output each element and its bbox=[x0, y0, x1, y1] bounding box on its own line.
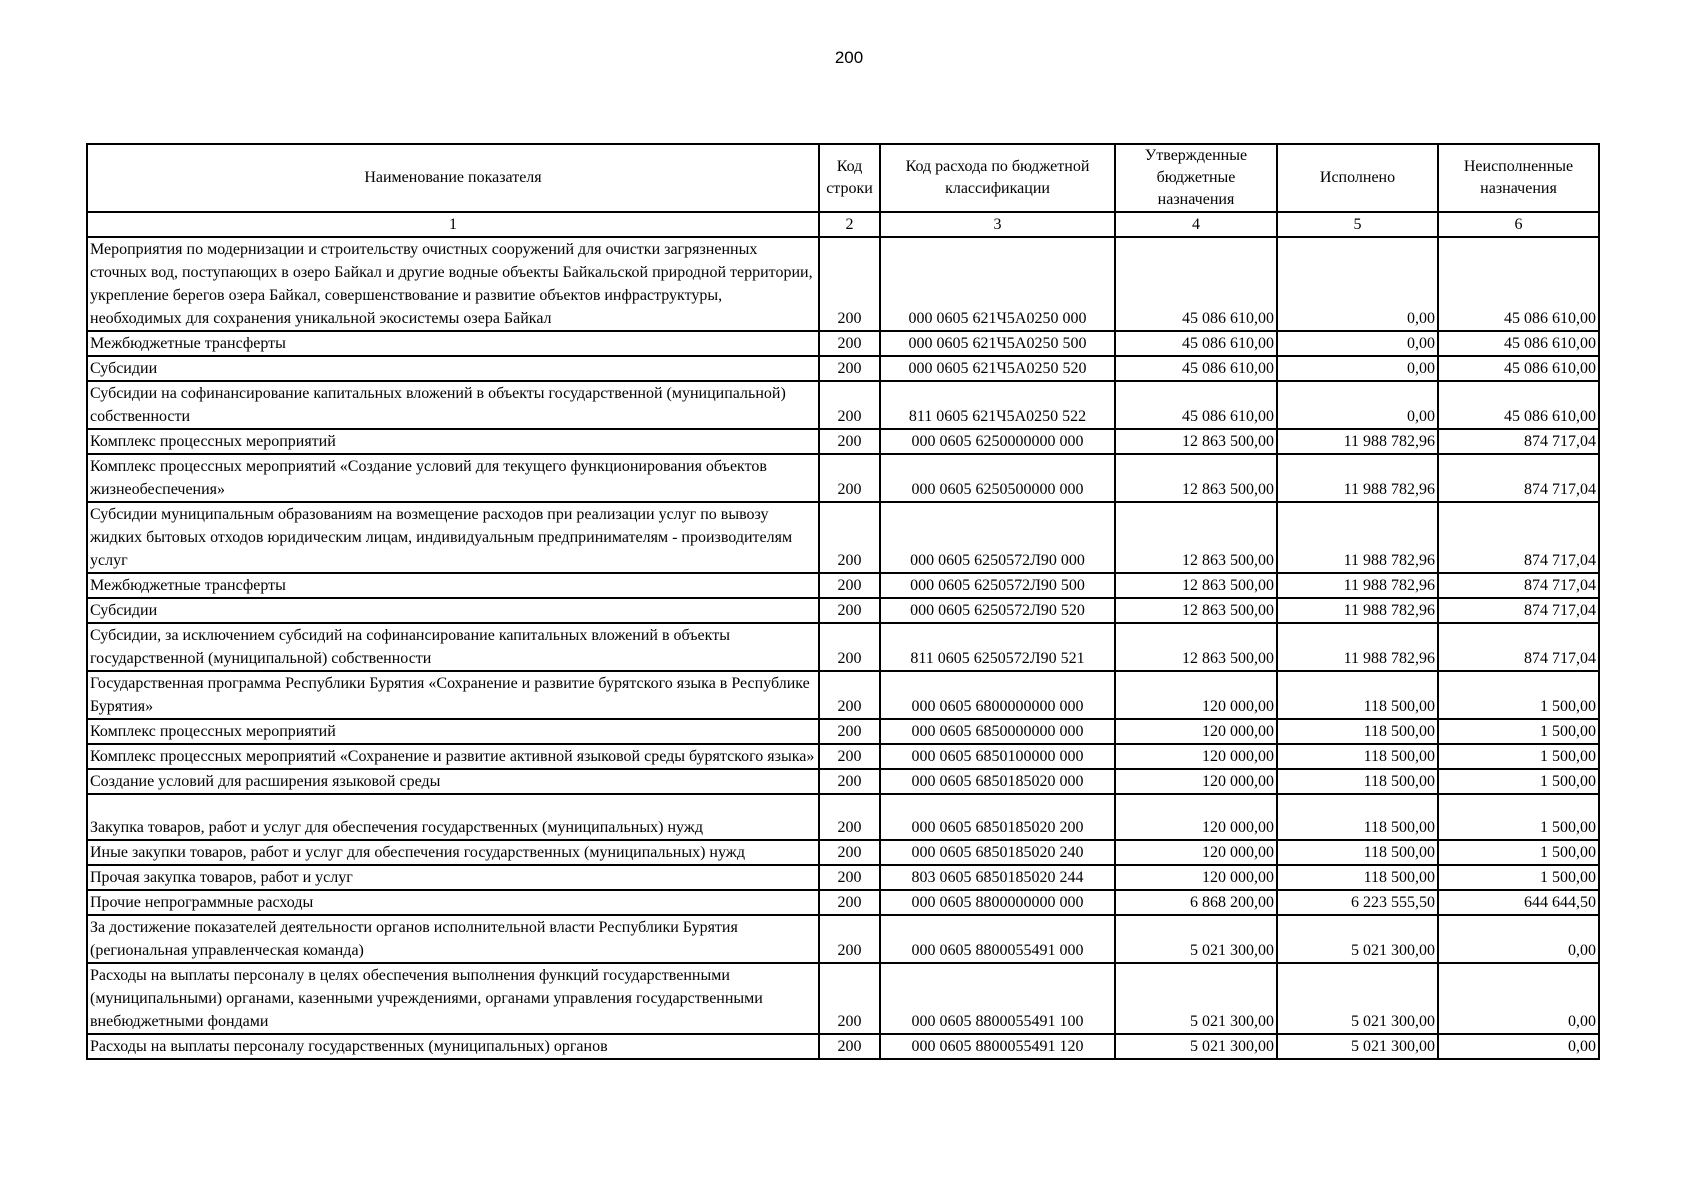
row-executed: 118 500,00 bbox=[1277, 769, 1438, 794]
row-name: За достижение показателей деятельности органов исполнительной власти Республики Бурятия (региональная управленческая команда) bbox=[87, 915, 819, 963]
row-approved: 12 863 500,00 bbox=[1115, 429, 1277, 454]
row-unexecuted: 0,00 bbox=[1438, 1034, 1599, 1059]
table-row bbox=[87, 963, 1599, 1034]
table-row bbox=[87, 502, 1599, 573]
row-classification: 000 0605 6850100000 000 bbox=[880, 744, 1115, 769]
row-unexecuted: 874 717,04 bbox=[1438, 454, 1599, 502]
row-name: Комплекс процессных мероприятий «Сохранение и развитие активной языковой среды бурятского языка» bbox=[87, 744, 819, 769]
row-name: Закупка товаров, работ и услуг для обеспечения государственных (муниципальных) нужд bbox=[87, 794, 819, 840]
row-name: Субсидии bbox=[87, 356, 819, 381]
column-number-row bbox=[87, 212, 1599, 237]
row-unexecuted: 1 500,00 bbox=[1438, 744, 1599, 769]
row-approved: 5 021 300,00 bbox=[1115, 1034, 1277, 1059]
table-row bbox=[87, 769, 1599, 794]
table-row bbox=[87, 890, 1599, 915]
row-code: 200 bbox=[819, 719, 880, 744]
row-approved: 6 868 200,00 bbox=[1115, 890, 1277, 915]
row-unexecuted: 874 717,04 bbox=[1438, 429, 1599, 454]
row-executed: 0,00 bbox=[1277, 237, 1438, 331]
row-executed: 0,00 bbox=[1277, 381, 1438, 429]
table-row bbox=[87, 573, 1599, 598]
row-classification: 811 0605 6250572Л90 521 bbox=[880, 623, 1115, 671]
row-executed: 6 223 555,50 bbox=[1277, 890, 1438, 915]
row-name: Государственная программа Республики Бурятия «Сохранение и развитие бурятского языка в Республике Бурятия» bbox=[87, 671, 819, 719]
table-row bbox=[87, 237, 1599, 331]
row-executed: 11 988 782,96 bbox=[1277, 573, 1438, 598]
row-name: Комплекс процессных мероприятий bbox=[87, 429, 819, 454]
table-row bbox=[87, 331, 1599, 356]
row-unexecuted: 874 717,04 bbox=[1438, 623, 1599, 671]
row-name: Комплекс процессных мероприятий «Создание условий для текущего функционирования объектов жизнеобеспечения» bbox=[87, 454, 819, 502]
table-row bbox=[87, 356, 1599, 381]
row-unexecuted: 1 500,00 bbox=[1438, 671, 1599, 719]
table-row bbox=[87, 719, 1599, 744]
row-code: 200 bbox=[819, 331, 880, 356]
row-classification: 000 0605 6250572Л90 520 bbox=[880, 598, 1115, 623]
row-executed: 11 988 782,96 bbox=[1277, 454, 1438, 502]
row-code: 200 bbox=[819, 890, 880, 915]
row-classification: 000 0605 6850185020 000 bbox=[880, 769, 1115, 794]
column-number: 5 bbox=[1277, 212, 1438, 237]
row-code: 200 bbox=[819, 1034, 880, 1059]
row-unexecuted: 1 500,00 bbox=[1438, 865, 1599, 890]
row-approved: 45 086 610,00 bbox=[1115, 331, 1277, 356]
row-approved: 45 086 610,00 bbox=[1115, 356, 1277, 381]
row-approved: 120 000,00 bbox=[1115, 671, 1277, 719]
row-approved: 45 086 610,00 bbox=[1115, 237, 1277, 331]
row-name: Иные закупки товаров, работ и услуг для обеспечения государственных (муниципальных) нужд bbox=[87, 840, 819, 865]
row-code: 200 bbox=[819, 865, 880, 890]
row-name: Межбюджетные трансферты bbox=[87, 331, 819, 356]
row-name: Создание условий для расширения языковой среды bbox=[87, 769, 819, 794]
row-approved: 120 000,00 bbox=[1115, 840, 1277, 865]
row-name: Субсидии на софинансирование капитальных вложений в объекты государственной (муниципальной) собственности bbox=[87, 381, 819, 429]
row-executed: 0,00 bbox=[1277, 331, 1438, 356]
row-code: 200 bbox=[819, 794, 880, 840]
row-classification: 000 0605 6850000000 000 bbox=[880, 719, 1115, 744]
row-unexecuted: 45 086 610,00 bbox=[1438, 381, 1599, 429]
row-approved: 12 863 500,00 bbox=[1115, 502, 1277, 573]
table-row bbox=[87, 744, 1599, 769]
row-executed: 118 500,00 bbox=[1277, 840, 1438, 865]
row-executed: 118 500,00 bbox=[1277, 865, 1438, 890]
column-number: 3 bbox=[880, 212, 1115, 237]
column-number: 2 bbox=[819, 212, 880, 237]
row-code: 200 bbox=[819, 963, 880, 1034]
row-code: 200 bbox=[819, 237, 880, 331]
row-unexecuted: 1 500,00 bbox=[1438, 840, 1599, 865]
row-code: 200 bbox=[819, 381, 880, 429]
row-code: 200 bbox=[819, 502, 880, 573]
row-approved: 120 000,00 bbox=[1115, 794, 1277, 840]
table-row bbox=[87, 915, 1599, 963]
row-approved: 120 000,00 bbox=[1115, 744, 1277, 769]
row-executed: 11 988 782,96 bbox=[1277, 429, 1438, 454]
row-code: 200 bbox=[819, 915, 880, 963]
row-unexecuted: 45 086 610,00 bbox=[1438, 356, 1599, 381]
table-row bbox=[87, 623, 1599, 671]
row-name: Расходы на выплаты персоналу в целях обеспечения выполнения функций государственными (муниципальными) органами, казенными учреждениями, органами управления государственными внебюджетными фондами bbox=[87, 963, 819, 1034]
row-executed: 118 500,00 bbox=[1277, 719, 1438, 744]
row-classification: 000 0605 6850185020 240 bbox=[880, 840, 1115, 865]
row-classification: 000 0605 8800055491 000 bbox=[880, 915, 1115, 963]
row-approved: 12 863 500,00 bbox=[1115, 598, 1277, 623]
row-classification: 000 0605 621Ч5А0250 520 bbox=[880, 356, 1115, 381]
row-classification: 811 0605 621Ч5А0250 522 bbox=[880, 381, 1115, 429]
row-unexecuted: 1 500,00 bbox=[1438, 719, 1599, 744]
row-unexecuted: 45 086 610,00 bbox=[1438, 331, 1599, 356]
table-row bbox=[87, 381, 1599, 429]
row-classification: 000 0605 8800055491 120 bbox=[880, 1034, 1115, 1059]
row-name: Расходы на выплаты персоналу государственных (муниципальных) органов bbox=[87, 1034, 819, 1059]
table-row bbox=[87, 454, 1599, 502]
row-classification: 000 0605 621Ч5А0250 500 bbox=[880, 331, 1115, 356]
row-unexecuted: 45 086 610,00 bbox=[1438, 237, 1599, 331]
row-executed: 118 500,00 bbox=[1277, 744, 1438, 769]
table-row bbox=[87, 865, 1599, 890]
row-unexecuted: 1 500,00 bbox=[1438, 769, 1599, 794]
row-unexecuted: 874 717,04 bbox=[1438, 598, 1599, 623]
row-classification: 000 0605 8800000000 000 bbox=[880, 890, 1115, 915]
column-header-executed: Исполнено bbox=[1277, 144, 1438, 212]
row-approved: 120 000,00 bbox=[1115, 719, 1277, 744]
table-row bbox=[87, 1034, 1599, 1059]
row-classification: 000 0605 6850185020 200 bbox=[880, 794, 1115, 840]
row-code: 200 bbox=[819, 623, 880, 671]
row-classification: 000 0605 621Ч5А0250 000 bbox=[880, 237, 1115, 331]
row-unexecuted: 874 717,04 bbox=[1438, 573, 1599, 598]
row-classification: 000 0605 6800000000 000 bbox=[880, 671, 1115, 719]
row-executed: 0,00 bbox=[1277, 356, 1438, 381]
row-classification: 000 0605 8800055491 100 bbox=[880, 963, 1115, 1034]
row-classification: 000 0605 6250572Л90 500 bbox=[880, 573, 1115, 598]
row-code: 200 bbox=[819, 769, 880, 794]
row-unexecuted: 644 644,50 bbox=[1438, 890, 1599, 915]
row-executed: 5 021 300,00 bbox=[1277, 915, 1438, 963]
row-name: Субсидии муниципальным образованиям на возмещение расходов при реализации услуг по вывозу жидких бытовых отходов юридическим лицам, индивидуальным предпринимателям - производителям услуг bbox=[87, 502, 819, 573]
column-number: 1 bbox=[87, 212, 819, 237]
row-approved: 120 000,00 bbox=[1115, 769, 1277, 794]
row-code: 200 bbox=[819, 573, 880, 598]
column-header-approved: Утвержденные бюджетные назначения bbox=[1115, 144, 1277, 212]
row-executed: 118 500,00 bbox=[1277, 671, 1438, 719]
header-row bbox=[87, 144, 1599, 212]
budget-execution-table bbox=[86, 143, 1600, 1060]
row-name: Субсидии bbox=[87, 598, 819, 623]
row-code: 200 bbox=[819, 598, 880, 623]
row-classification: 000 0605 6250500000 000 bbox=[880, 454, 1115, 502]
table-row bbox=[87, 840, 1599, 865]
row-code: 200 bbox=[819, 429, 880, 454]
row-unexecuted: 874 717,04 bbox=[1438, 502, 1599, 573]
row-executed: 5 021 300,00 bbox=[1277, 1034, 1438, 1059]
column-header-classification: Код расхода по бюджетной классификации bbox=[880, 144, 1115, 212]
row-code: 200 bbox=[819, 671, 880, 719]
row-unexecuted: 0,00 bbox=[1438, 915, 1599, 963]
row-executed: 5 021 300,00 bbox=[1277, 963, 1438, 1034]
row-unexecuted: 0,00 bbox=[1438, 963, 1599, 1034]
row-code: 200 bbox=[819, 744, 880, 769]
row-name: Субсидии, за исключением субсидий на софинансирование капитальных вложений в объекты государственной (муниципальной) собственности bbox=[87, 623, 819, 671]
row-approved: 12 863 500,00 bbox=[1115, 623, 1277, 671]
row-classification: 803 0605 6850185020 244 bbox=[880, 865, 1115, 890]
row-approved: 45 086 610,00 bbox=[1115, 381, 1277, 429]
row-classification: 000 0605 6250000000 000 bbox=[880, 429, 1115, 454]
column-number: 6 bbox=[1438, 212, 1599, 237]
row-approved: 12 863 500,00 bbox=[1115, 454, 1277, 502]
page-number: 200 bbox=[834, 48, 864, 67]
row-name: Межбюджетные трансферты bbox=[87, 573, 819, 598]
row-unexecuted: 1 500,00 bbox=[1438, 794, 1599, 840]
row-name: Прочая закупка товаров, работ и услуг bbox=[87, 865, 819, 890]
row-name: Комплекс процессных мероприятий bbox=[87, 719, 819, 744]
row-executed: 11 988 782,96 bbox=[1277, 623, 1438, 671]
table-row bbox=[87, 598, 1599, 623]
row-approved: 120 000,00 bbox=[1115, 865, 1277, 890]
row-code: 200 bbox=[819, 840, 880, 865]
column-header-name: Наименование показателя bbox=[87, 144, 819, 212]
column-header-row-code: Код строки bbox=[819, 144, 880, 212]
table-row bbox=[87, 671, 1599, 719]
row-approved: 5 021 300,00 bbox=[1115, 915, 1277, 963]
table-row bbox=[87, 794, 1599, 840]
row-approved: 5 021 300,00 bbox=[1115, 963, 1277, 1034]
row-approved: 12 863 500,00 bbox=[1115, 573, 1277, 598]
row-name: Мероприятия по модернизации и строительству очистных сооружений для очистки загрязненных сточных вод, поступающих в озеро Байкал и другие водные объекты Байкальской природной территории, укрепление берегов озера Байкал, совершенствование и развитие объектов инфраструктуры, необходимых для сохранения уникальной экосистемы озера Байкал bbox=[87, 237, 819, 331]
row-executed: 11 988 782,96 bbox=[1277, 598, 1438, 623]
column-number: 4 bbox=[1115, 212, 1277, 237]
row-code: 200 bbox=[819, 454, 880, 502]
row-name: Прочие непрограммные расходы bbox=[87, 890, 819, 915]
row-executed: 11 988 782,96 bbox=[1277, 502, 1438, 573]
row-code: 200 bbox=[819, 356, 880, 381]
row-classification: 000 0605 6250572Л90 000 bbox=[880, 502, 1115, 573]
table-row bbox=[87, 429, 1599, 454]
row-executed: 118 500,00 bbox=[1277, 794, 1438, 840]
column-header-unexecuted: Неисполненные назначения bbox=[1438, 144, 1599, 212]
